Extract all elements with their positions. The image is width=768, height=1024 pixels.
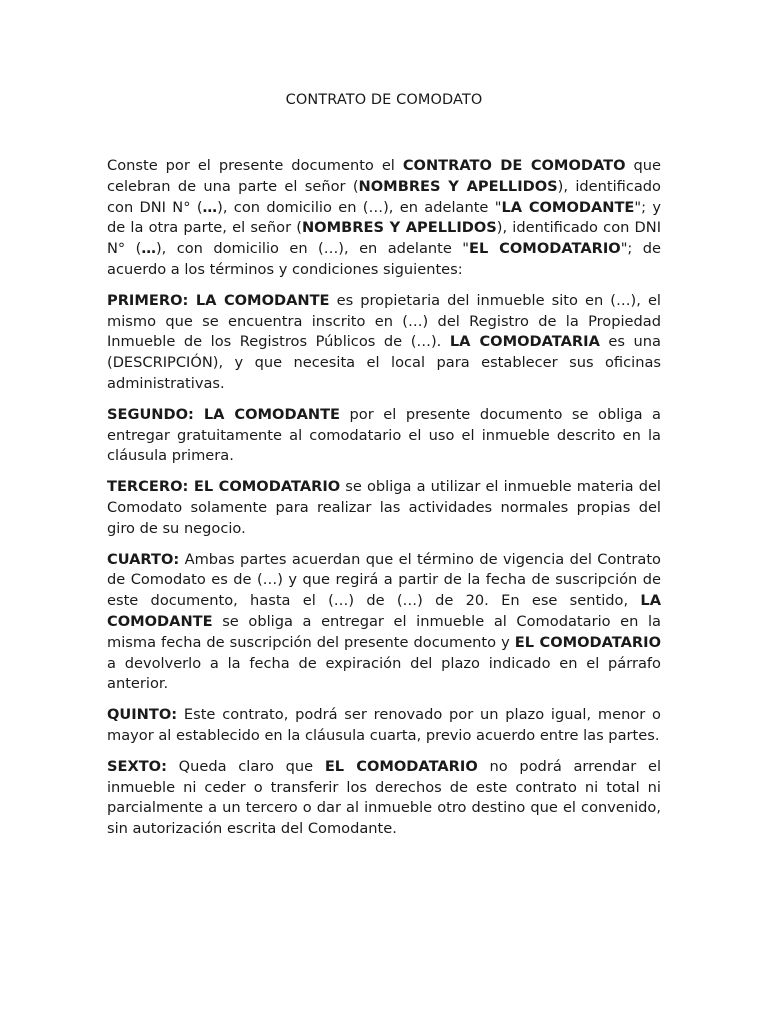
clause-sexto: SEXTO: Queda claro que EL COMODATARIO no podrá arrendar el inmueble ni ceder o transferir los derechos de este contrato ni total ni parcialmente a un tercero o dar al inmueble otro destino que el convenido, sin autorización escrita del Comodante. [107,757,662,838]
document-title: CONTRATO DE COMODATO [285,92,483,108]
clause-segundo: SEGUNDO: LA COMODANTE por el presente documento se obliga a entregar gratuitamente al comodatario el uso el inmueble descrito en la cláusula primera. [107,405,661,465]
clause-quinto: QUINTO: Este contrato, podrá ser renovado por un plazo igual, menor o mayor al establecido en la cláusula cuarta, previo acuerdo entre las partes. [107,706,661,744]
clause-tercero: TERCERO: EL COMODATARIO se obliga a utilizar el inmueble materia del Comodato solamente para realizar las actividades normales propias del giro de su negocio. [107,478,661,537]
intro-paragraph: Conste por el presente documento el CONTRATO DE COMODATO que celebran de una parte el señor (NOMBRES Y APELLIDOS), identificado con DNI N° (…), con domicilio en (…), en adelante "LA COMODANTE"; y de la otra parte, el señor (NOMBRES Y APELLIDOS), identificado con DNI N° (…), con domicilio en (…), en adelante "EL COMODATARIO"; de acuerdo a los términos y condiciones siguientes: [107,157,662,278]
clause-primero: PRIMERO: LA COMODANTE es propietaria del inmueble sito en (…), el mismo que se encuentra inscrito en (…) del Registro de la Propiedad Inmueble de los Registros Públicos de (…). LA COMODATARIA es una (DESCRIPCIÓN), y que necesita el local para establecer sus oficinas administrativas. [107,291,661,392]
document-body [107,156,661,850]
clause-cuarto: CUARTO: Ambas partes acuerdan que el término de vigencia del Contrato de Comodato es de (…) y que regirá a partir de la fecha de suscripción de este documento, hasta el (…) de (…) de 20. En ese sentido, LA COMODANTE se obliga a entregar el inmueble al Comodatario en la misma fecha de suscripción del presente documento y EL COMODATARIO a devolverlo a la fecha de expiración del plazo indicado en el párrafo anterior. [107,550,661,693]
